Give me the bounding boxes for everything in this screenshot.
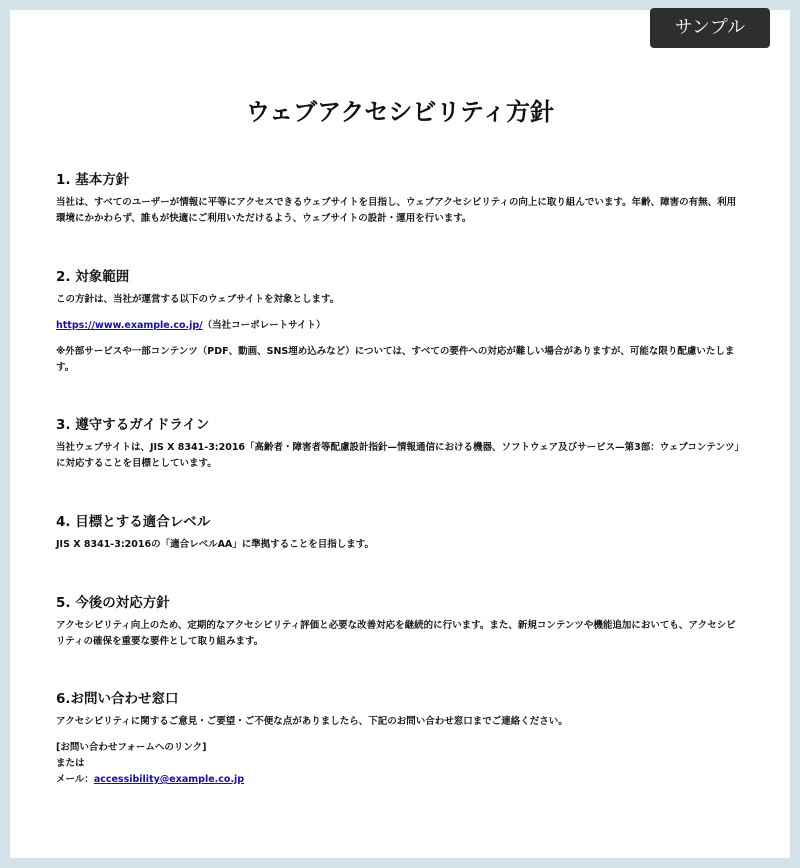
scope-note: ※外部サービスや一部コンテンツ（PDF、動画、SNS埋め込みなど）については、すべての要件への対応が難しい場合がありますが、可能な限り配慮いたします。 <box>56 346 735 373</box>
contact-form-link[interactable]: [お問い合わせフォームへのリンク] <box>56 742 207 753</box>
section-target-level <box>56 510 744 553</box>
site-link[interactable]: https://www.example.co.jp/ <box>56 320 203 331</box>
policy-content <box>56 168 744 788</box>
sample-badge: サンプル <box>650 8 770 48</box>
section-basic-policy <box>56 168 744 227</box>
document-page <box>10 10 790 858</box>
section-heading: 2. 対象範囲 <box>56 269 130 285</box>
section-heading: 3. 遵守するガイドライン <box>56 417 210 433</box>
section-body: 当社は、すべてのユーザーが情報に平等にアクセスできるウェブサイトを目指し、ウェブアクセシビリティの向上に取り組んでいます。年齢、障害の有無、利用環境にかかわらず、誰もが快適にご利用いただけるよう、ウェブサイトの設計・運用を行います。 <box>56 197 737 224</box>
site-link-note: （当社コーポレートサイト） <box>202 320 326 331</box>
section-heading: 6.お問い合わせ窓口 <box>56 691 179 707</box>
section-body: アクセシビリティに関するご意見・ご要望・ご不便な点がありましたら、下記のお問い合わせ窓口までご連絡ください。 <box>56 716 568 727</box>
section-future-plan <box>56 591 744 650</box>
section-body: 当社ウェブサイトは、JIS X 8341-3:2016「高齢者・障害者等配慮設計指針—情報通信における機器、ソフトウェア及びサービス—第3部：ウェブコンテンツ」に対応することを目標としています。 <box>56 442 744 469</box>
section-contact <box>56 687 744 788</box>
section-guideline <box>56 413 744 472</box>
contact-or: または <box>56 758 85 769</box>
mail-link[interactable]: accessibility@example.co.jp <box>93 774 245 785</box>
section-heading: 1. 基本方針 <box>56 172 130 188</box>
section-scope <box>56 265 744 376</box>
section-body: アクセシビリティ向上のため、定期的なアクセシビリティ評価と必要な改善対応を継続的に行います。また、新規コンテンツや機能追加においても、アクセシビリティの確保を重要な要件として取り組みます。 <box>56 620 736 647</box>
section-heading: 4. 目標とする適合レベル <box>56 514 211 530</box>
section-body: JIS X 8341-3:2016の「適合レベルAA」に準拠することを目指します。 <box>56 539 375 550</box>
mail-label: メール： <box>56 774 94 785</box>
section-body: この方針は、当社が運営する以下のウェブサイトを対象とします。 <box>56 294 340 305</box>
section-heading: 5. 今後の対応方針 <box>56 595 170 611</box>
page-title: ウェブアクセシビリティ方針 <box>246 98 554 126</box>
site-link-line <box>56 318 744 334</box>
contact-mail-line <box>56 772 744 788</box>
